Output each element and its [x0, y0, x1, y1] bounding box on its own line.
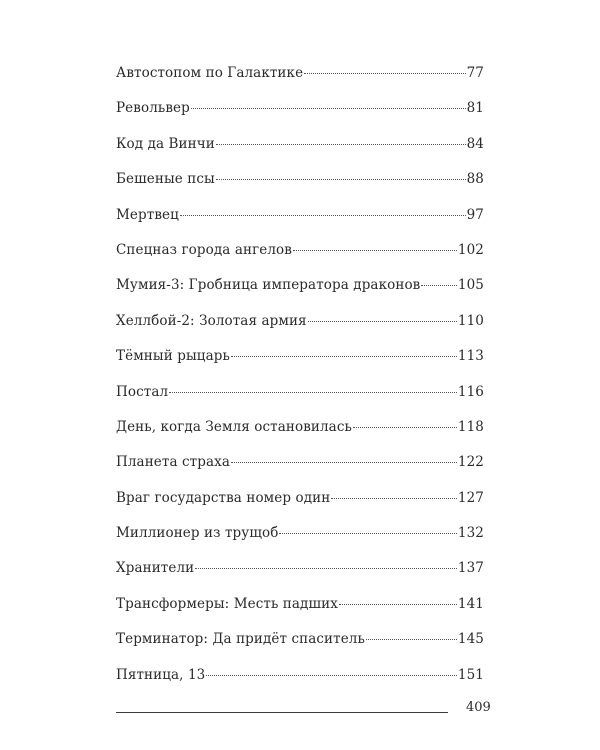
toc-entry-title: Хранители — [116, 560, 195, 577]
toc-entry-page: 122 — [457, 454, 484, 471]
toc-entry-title: Автостопом по Галактике — [116, 65, 304, 81]
toc-entry — [116, 454, 484, 489]
toc-entry-title: День, когда Земля остановилась — [116, 418, 352, 435]
toc-entry-title: Враг государства номер один — [116, 489, 331, 506]
toc-leader-dots — [191, 108, 466, 109]
toc-leader-dots — [279, 533, 456, 534]
toc-leader-dots — [421, 285, 457, 286]
toc-leader-dots — [293, 250, 457, 251]
toc-entry-title: Бешеные псы — [116, 171, 215, 188]
toc-entry — [116, 171, 484, 206]
toc-entry-title: Планета страха — [116, 454, 230, 471]
toc-leader-dots — [308, 321, 457, 322]
toc-leader-dots — [331, 498, 457, 499]
toc-entry — [116, 348, 484, 383]
toc-entry-page: 137 — [457, 560, 484, 577]
toc-entry — [116, 136, 484, 171]
toc-entry-page: 145 — [457, 631, 484, 648]
toc-entry-title: Мумия-3: Гробница императора драконов — [116, 277, 421, 294]
toc-leader-dots — [169, 392, 457, 393]
toc-entry-page: 113 — [457, 348, 484, 365]
toc-entry-page: 77 — [466, 65, 484, 81]
toc-entry-title: Тёмный рыцарь — [116, 348, 230, 365]
toc-entry — [116, 631, 484, 666]
toc-entry — [116, 525, 484, 560]
toc-entry-page: 81 — [466, 100, 484, 117]
toc-leader-dots — [231, 462, 457, 463]
toc-entry — [116, 100, 484, 135]
toc-leader-dots — [353, 427, 457, 428]
toc-entry — [116, 313, 484, 348]
toc-entry-page: 97 — [466, 206, 484, 223]
toc-entry — [116, 384, 484, 419]
toc-entry-page: 116 — [457, 383, 484, 400]
toc-entry-page: 102 — [457, 241, 484, 258]
toc-entry — [116, 277, 484, 312]
toc-entry — [116, 490, 484, 525]
toc-entry — [116, 207, 484, 242]
toc-entry-title: Мертвец — [116, 206, 179, 223]
toc-entry-page: 110 — [457, 312, 484, 329]
toc-entry — [116, 419, 484, 454]
toc-leader-dots — [304, 73, 465, 74]
toc-entry-title: Постал — [116, 383, 169, 400]
toc-entry-page: 84 — [466, 135, 484, 152]
toc-entry — [116, 560, 484, 595]
toc-leader-dots — [366, 639, 457, 640]
footer-rule — [116, 712, 448, 713]
toc-entry — [116, 242, 484, 277]
table-of-contents — [116, 65, 484, 702]
toc-entry-page: 127 — [457, 489, 484, 506]
toc-entry-title: Пятница, 13 — [116, 666, 206, 683]
toc-leader-dots — [206, 675, 457, 676]
toc-entry-page: 105 — [457, 277, 484, 294]
toc-entry-title: Код да Винчи — [116, 135, 215, 152]
toc-entry-title: Миллионер из трущоб — [116, 525, 279, 542]
toc-entry — [116, 667, 484, 702]
toc-entry-title: Револьвер — [116, 100, 190, 117]
toc-entry-title: Спецназ города ангелов — [116, 241, 292, 258]
toc-entry — [116, 65, 484, 100]
toc-leader-dots — [339, 604, 457, 605]
toc-entry-title: Трансформеры: Месть падших — [116, 595, 338, 612]
toc-entry-title: Хеллбой-2: Золотая армия — [116, 312, 307, 329]
toc-entry — [116, 596, 484, 631]
toc-leader-dots — [216, 179, 466, 180]
toc-entry-page: 151 — [457, 666, 484, 683]
toc-entry-page: 88 — [466, 171, 484, 188]
toc-leader-dots — [180, 215, 466, 216]
toc-entry-page: 118 — [457, 418, 484, 435]
toc-entry-page: 141 — [457, 595, 484, 612]
toc-leader-dots — [216, 144, 466, 145]
toc-leader-dots — [231, 356, 457, 357]
toc-entry-title: Терминатор: Да придёт спаситель — [116, 631, 365, 648]
toc-leader-dots — [195, 568, 457, 569]
toc-entry-page: 132 — [457, 525, 484, 542]
page-number: 409 — [466, 700, 491, 715]
